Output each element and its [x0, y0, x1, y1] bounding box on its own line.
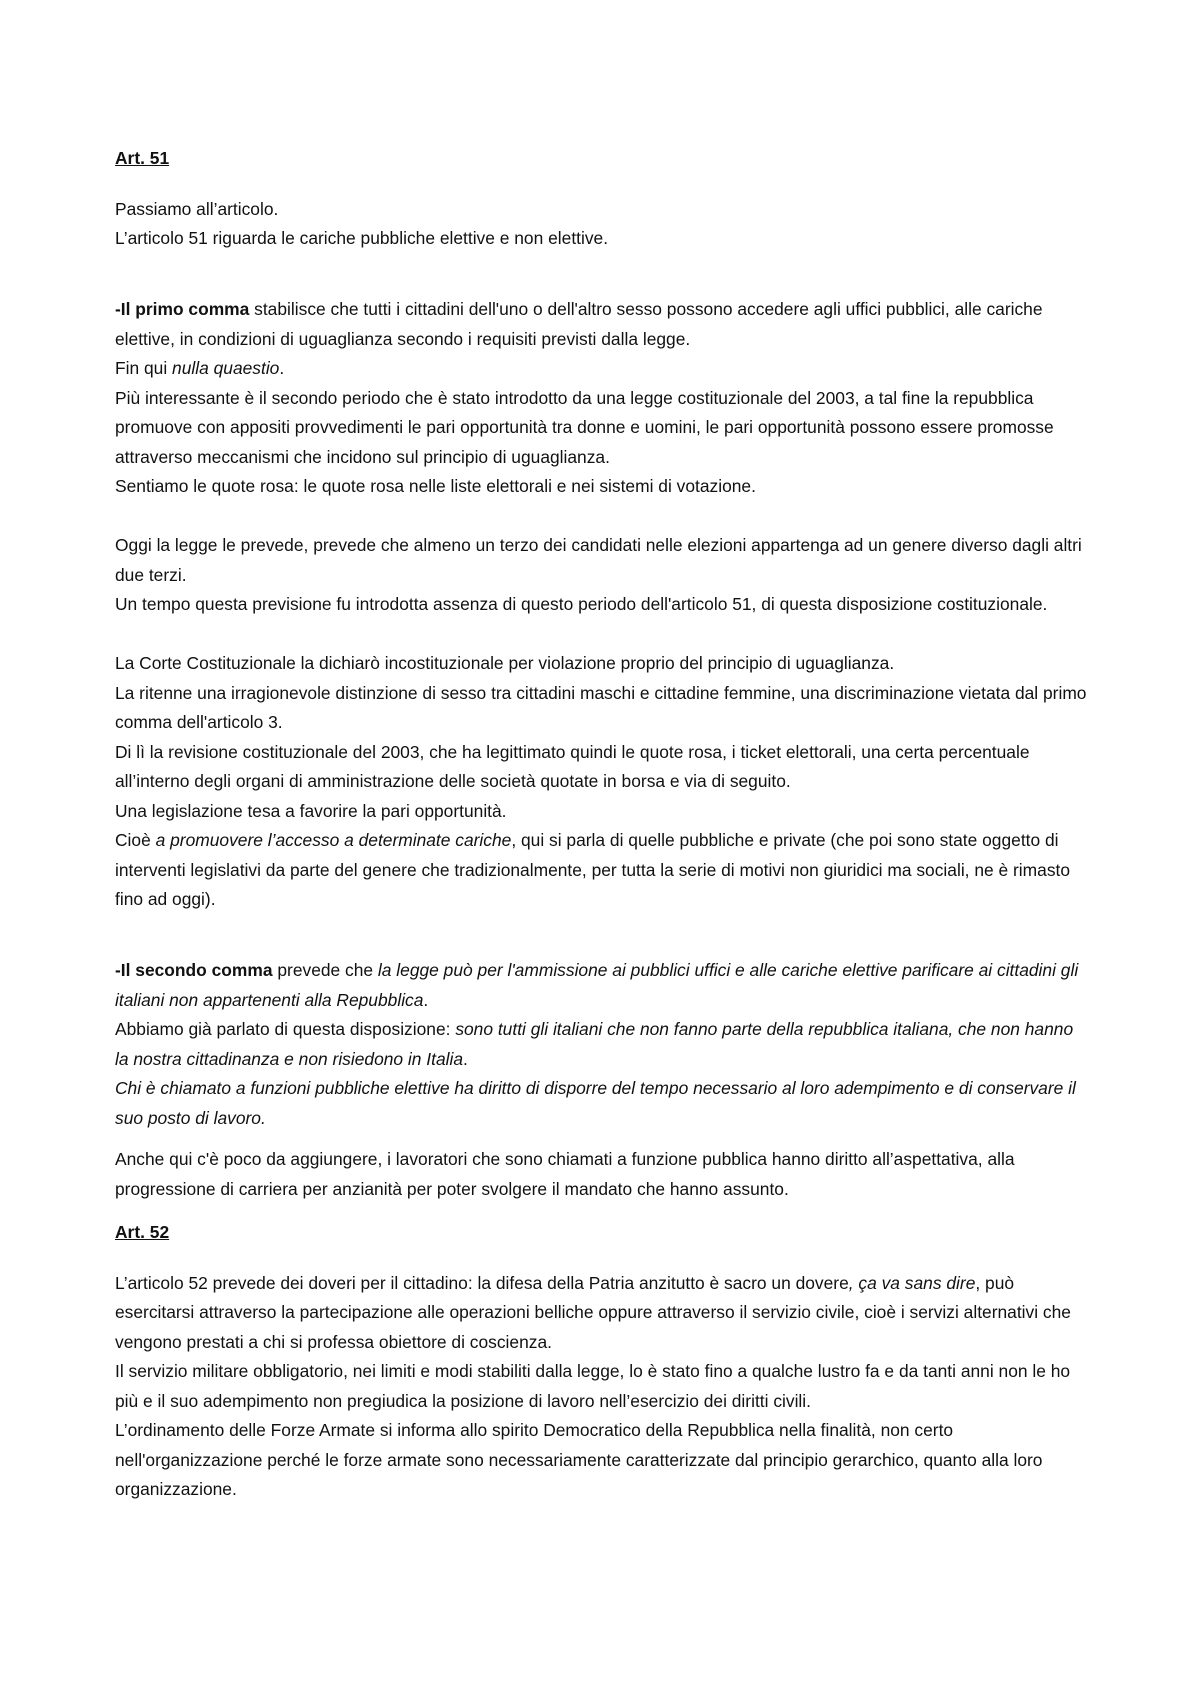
block3-paragraph-1: La Corte Costituzionale la dichiarò incostituzionale per violazione proprio del principio di uguaglianza.: [115, 653, 895, 673]
closing-paragraph: Anche qui c'è poco da aggiungere, i lavoratori che sono chiamati a funzione pubblica hanno diritto all’aspettativa, alla progressione di carriera per anzianità per poter svolgere il mandato che hanno assunto.: [115, 1149, 1015, 1199]
comma2-paragraph-2: [115, 1015, 1090, 1074]
comma2-prefix: prevede che: [272, 960, 378, 980]
block3-paragraph-3: Di lì la revisione costituzionale del 2003, che ha legittimato quindi le quote rosa, i ticket elettorali, una certa percentuale all’interno degli organi di amministrazione delle società quotate in borsa e via di seguito.: [115, 741, 1030, 791]
comma1-paragraph: [115, 295, 1090, 354]
document-page: [115, 144, 1090, 1505]
article-52-heading: Art. 52: [115, 1222, 170, 1242]
comma2-p2-prefix: Abbiamo già parlato di questa disposizione:: [115, 1019, 456, 1039]
fin-italic: nulla quaestio: [172, 358, 280, 378]
intro-line-2: L’articolo 51 riguarda le cariche pubbliche elettive e non elettive.: [115, 228, 609, 248]
comma2-p2-suffix: .: [463, 1048, 468, 1069]
article-51-heading: Art. 51: [115, 148, 170, 168]
comma2-suffix: .: [423, 989, 429, 1010]
art52-p1-prefix: L’articolo 52 prevede dei doveri per il cittadino: la difesa della Patria anzitutto è sacro un dovere: [115, 1272, 849, 1293]
block3-paragraph-5: [115, 826, 1090, 915]
block3-paragraph-4: Una legislazione tesa a favorire la pari opportunità.: [115, 800, 507, 821]
art52-paragraph-1: [115, 1269, 1090, 1358]
p5-prefix: Cioè: [115, 830, 156, 850]
block2-paragraph-2: Un tempo questa previsione fu introdotta assenza di questo periodo dell'articolo 51, di questa disposizione costituzionale.: [115, 594, 1048, 614]
art52-p1-italic: , ça va sans dire: [848, 1272, 976, 1293]
art52-p1-suffix: , può esercitarsi attraverso la partecipazione alle operazioni belliche oppure attraverso il servizio civile, cioè i servizi alternativi che vengono prestati a chi si professa obiettore di coscienza.: [115, 1272, 1071, 1352]
fin-prefix: Fin qui: [115, 358, 173, 378]
comma1-second-period: Più interessante è il secondo periodo che è stato introdotto da una legge costituzionale del 2003, a tal fine la repubblica promuove con appositi provvedimenti le pari opportunità tra donne e uomini, le pari opportunità possono essere promosse attraverso meccanismi che incidono sul principio di uguaglianza.: [115, 387, 1054, 467]
comma2-italic: la legge può per l'ammissione ai pubblici uffici e alle cariche elettive parificare ai cittadini gli italiani non appartenenti alla Repubblica: [115, 960, 1079, 1010]
comma2-p3-italic: Chi è chiamato a funzioni pubbliche elettive ha diritto di disporre del tempo necessario al loro adempimento e di conservare il suo posto di lavoro.: [115, 1078, 1076, 1128]
block2-paragraph-1: Oggi la legge le prevede, prevede che almeno un terzo dei candidati nelle elezioni appartenga ad un genere diverso dagli altri due terzi.: [115, 535, 1082, 585]
comma2-paragraph: [115, 956, 1090, 1015]
intro-line-1: Passiamo all’articolo.: [115, 198, 279, 219]
comma2-p2-italic: sono tutti gli italiani che non fanno parte della repubblica italiana, che non hanno la nostra cittadinanza e non risiedono in Italia: [115, 1019, 1074, 1069]
comma1-lead: -Il primo comma: [115, 299, 250, 319]
comma2-paragraph-3: [115, 1074, 1090, 1133]
comma1-text: stabilisce che tutti i cittadini dell'uno o dell'altro sesso possono accedere agli uffici pubblici, alle cariche elettive, in condizioni di uguaglianza secondo i requisiti previsti dalla legge.: [115, 299, 1043, 349]
fin-suffix: .: [279, 358, 285, 378]
comma1-quote-rosa: Sentiamo le quote rosa: le quote rosa nelle liste elettorali e nei sistemi di votazione.: [115, 476, 756, 496]
p5-suffix: , qui si parla di quelle pubbliche e private (che poi sono state oggetto di interventi legislativi da parte del genere che tradizionalmente, per tutta la serie di motivi non giuridici ma sociali, ne è rimasto fino ad oggi).: [115, 830, 1071, 909]
comma2-lead: -Il secondo comma: [115, 960, 273, 980]
p5-italic: a promuovere l’accesso a determinate cariche: [155, 830, 512, 850]
fin-qui-paragraph: [115, 354, 1090, 384]
block3-paragraph-2: La ritenne una irragionevole distinzione di sesso tra cittadini maschi e cittadine femmine, una discriminazione vietata dal primo comma dell'articolo 3.: [115, 682, 1087, 732]
art52-paragraph-2: Il servizio militare obbligatorio, nei limiti e modi stabiliti dalla legge, lo è stato fino a qualche lustro fa e da tanti anni non le ho più e il suo adempimento non pregiudica la posizione di lavoro nell’esercizio dei diritti civili.: [115, 1361, 1071, 1411]
art52-paragraph-3: L’ordinamento delle Forze Armate si informa allo spirito Democratico della Repubblica nella finalità, non certo nell'organizzazione perché le forze armate sono necessariamente caratterizzate dal principio gerarchico, quanto alla loro organizzazione.: [115, 1420, 1043, 1499]
